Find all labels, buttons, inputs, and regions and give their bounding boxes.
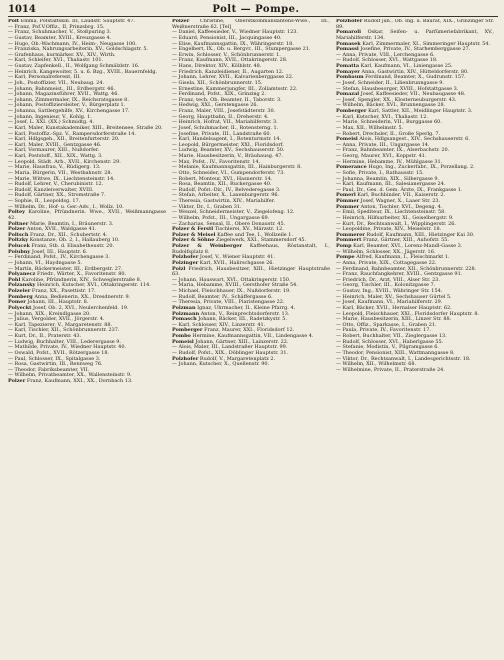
entry-surname: Polzl (172, 265, 186, 272)
entry-details: — Wilhelm, Schlosser, XX., Jägerstr. 16. (336, 248, 436, 255)
entry-details: — Franz, Maler, VIII., Josefstädterstr. 30. (172, 108, 276, 114)
entry-details: — Viktor, Dr., Rechtsanwalt, I., Landesgerichtsstr. 18. (336, 355, 471, 362)
entry-details: — Marie, Schneiderin, VII., Burggasse 60. (336, 119, 442, 126)
entry-surname: Polzer (8, 378, 26, 384)
entry-details: — Maria, Hebamme, XVIII., Gersthofer Straße 54. (172, 282, 298, 289)
entry-details: — Rudolf, Schlosser, XVI., Haberlgasse 55. (336, 338, 444, 345)
entry-details: — Paul, Dr., Ges. d. Gem. Ärzte, IX., Frankgasse 1. (336, 186, 463, 193)
entry-details: — Hans, Direktor, XIV., Kölblstr. 48. (172, 63, 262, 69)
entry-details: — Rudolf, Beamter, IV., Schäffergasse 6. (172, 293, 273, 300)
entry-details: — Johann, Lehrer, XVII., Kalvarienberggasse 22. (172, 74, 294, 81)
entry-details: Kaffeehaus, Röstanstalt, I., Rudolfsplatz 8. (172, 243, 330, 255)
entry-details: — Georg, Hauptbahn, II., Dreherstr. 4. (172, 113, 269, 120)
entry-surname: Polzinger (172, 259, 199, 266)
entry-details: Friedr., Wärter, X., Favoritenstr. 80. (36, 271, 127, 278)
entry-details: — Franz, Rauchfangkehrer, XVIII., Gentzgasse 91. (336, 271, 463, 278)
entry-details: — Wilhelm, Dr., Hof- u. Ger.-Adv., I., Wollz. 10. (8, 203, 124, 210)
entry-details: — Josefine, Private, III., Landstraße 60. (172, 130, 272, 137)
entry-details: — Josef, Spengler, XX., Klosterneuburgerstr. 43. (336, 96, 457, 103)
entry-details: — Otto, Offiz., Sparkasse, I., Graben 21. (336, 321, 437, 328)
entry-details: — Johanna, Beamtin, XIX., Silbergasse 9. (336, 175, 440, 182)
entry-details: Johann, Bäcker, III., Radetzkystr. 5. (198, 316, 288, 323)
entry-details: — Max, XII., Wilhelmstr. 5. (336, 124, 404, 131)
entry-details: — Stefan, Hausbesorger, XVIII., Hofstattgasse 3. (336, 85, 459, 92)
entry-surname: Pömmer (336, 198, 360, 204)
entry-details: Ignaz, Uhrmacher, II., Kleine Pfarrg. 4. (197, 304, 296, 311)
entry-details: Johann, III., Hauptstr. 8. (27, 299, 89, 306)
entry-details: — Karl, Maler, Kunstakademiker, XIII., Breitensee, Straße 20. (8, 124, 163, 131)
entry-surname: Poltey (8, 209, 26, 216)
entry-details: — Theodor, Fabriksbeamter, VII. (8, 366, 90, 373)
entry-details: — Johann, XIX., Kreindlgasse 20. (8, 310, 91, 317)
entry-details: Karl, Kaufmann, VI., Liniengasse 25. (360, 63, 453, 69)
entry-details: Alois, Hdlgsangest., XIV., Sechshauserstr. 6. (359, 136, 470, 143)
entry-details: — Emil, Spediteur, IX., Liechtensteinstr. 58. (336, 209, 446, 216)
entry-details: — Heinrich, Kangewoiter, 5. u. 6. Bzg., XVIII., Bauernfeldg. (8, 68, 158, 75)
entry-details: Franz, Stb. d. Elisabetheustr. 20. (31, 243, 115, 249)
page-header (8, 4, 498, 17)
entry-details: Kaffee und Tee, I., Wollzeile 1. (217, 231, 294, 238)
entry-details: — Eduard, Pensionist, III., Jacquingasse 40. (172, 34, 282, 41)
entry-details: — Wenzel, Schneidermeister, V., Ziegelofeng. 12. (172, 209, 295, 216)
entry-details: Josef, Kaffeesieder, VII., Neubaugasse 48. (360, 91, 466, 98)
entry-details: — Rosa, Beamtin, XII., Ruckergasse 40. (172, 181, 272, 188)
entry-details: — Heinrich, Maler, XV., Sechshauser Gürtel 5. (336, 293, 452, 300)
entry-details: — Ludwig, Buchhalter, VIII., Lederergasse 9. (8, 338, 121, 345)
entry-details: — Franz, Schuhmacher, V., Stoßpuring 3. (8, 29, 112, 36)
entry-surname: Polzer (172, 19, 190, 24)
entry-details: Josef, V., Wiener Hauptstr. 41. (199, 254, 275, 261)
entry-details: Ferdinand, Beamter, X., Gudrunstr. 157. (365, 74, 466, 81)
entry-details: Anton, Tischler, XVI., Degeng. 4. (360, 203, 443, 210)
entry-details: — Stefan, Arbeiter, X., Laxenburgerstr. 96. (172, 192, 280, 199)
entry-surname: Polzer & Weinberger (172, 243, 242, 249)
entry-details: Alfred, Kaufmann, I., Fleischmarkt 1. (356, 254, 450, 261)
entry-surname: Pomeisl (336, 136, 358, 143)
entry-details: — Karl, Bäcker, XVII., Hernalser Hauptstr. 62. (336, 304, 452, 311)
entry-surname: Pomassl (336, 46, 359, 53)
entry-surname: Polzer & Meisel (172, 231, 216, 238)
entry-details: — Johann, Hauswart, XVI., Ottakringerstr. 150. (172, 276, 291, 283)
directory-column-3 (336, 19, 494, 385)
entry-details: — Leopold, Fleischhauer, XXI., Floridsdorfer Hauptstr. 8. (336, 310, 480, 317)
entry-details: Karl, XVII., Halirschgasse 26. (199, 259, 274, 266)
entry-details: — Anna, Private, III., Ungargasse 14. (336, 141, 430, 148)
entry-details: Josefine, Private, IV., Starhemberggasse 27. (360, 46, 471, 53)
entry-details: — Ferdinand, Pofst., XIX., Grinzing 2. (172, 91, 266, 98)
entry-details: — Julius, Vergolder, XVII., Jörgerstr. 4. (8, 316, 105, 323)
entry-details: — Karl, Vormaurer, XIII., Nußdorfer. (8, 147, 100, 154)
entry-surname: Polubny (8, 248, 31, 255)
entry-details: — Johann, Postoffiziersleiter, V., Bürgerplatz 1. (8, 102, 126, 109)
entry-details: — Karl, Schleifer, XVI., Thaliastr. 101. (8, 57, 104, 64)
entry-surname: Poltsch (8, 231, 29, 238)
entry-details: — Karl, Handelsagent, I., Rotenturmstr. 14. (172, 136, 282, 143)
directory-columns (8, 19, 498, 385)
entry-details: Anna, Bedienerin, XX., Dresdnerstr. 9. (34, 293, 131, 300)
entry-surname: Polzhofer (172, 355, 199, 362)
entry-details: Johann, Gärtner, XIII., Lainzerstr. 22. (195, 338, 289, 345)
entry-details: — Daniel, Kaffeesieder, V., Wiedner Hauptstr. 123. (172, 29, 299, 36)
entry-surname: Pomerl (336, 192, 356, 199)
entry-details: — Viktor, Dr., I., Graben 31. (172, 203, 242, 210)
entry-details: — Paul, Schlosser, IX., Spitalgasse 3. (8, 355, 101, 362)
entry-surname: Polzansky (8, 282, 36, 289)
entry-surname: Polzer & Ferstl (172, 226, 214, 233)
entry-surname: Polt (8, 19, 20, 24)
entry-details: — Robert, Drechsler, II., Große Sperlg. 7. (336, 130, 441, 137)
entry-surname: Polzman (172, 304, 196, 311)
entry-details: — Josef, Schneider, II., Lilienbrunngasse 9. (336, 79, 444, 86)
entry-details: — Theodor, Pensionist, XIII., Wattmanngasse 8. (336, 349, 455, 356)
entry-details: — Mathilde, Private, IV., Wiedner Hauptstr. 40. (8, 344, 127, 351)
entry-details: — Friedrich, Dr., Arzt, VIII., Alser Str. 23. (336, 276, 440, 283)
entry-surname: Polzhofer (172, 254, 199, 261)
entry-details: Tischlerei, XV., Märzstr. 12. (214, 226, 284, 233)
entry-details: — Johann, Ingenieur, V., Kohlg. 1. (8, 113, 92, 120)
entry-surname: Pomayer (336, 68, 360, 75)
entry-details: — Gustav, Ing., XVIII., Währinger Str. 154. (336, 288, 443, 294)
entry-details: — Leopoldine, Private, XIV., Meiselstr. 18. (336, 226, 442, 233)
entry-details: — Stefanie, Modistin, V., Pilgramgasse 6. (336, 344, 439, 351)
entry-details: — Franz, tech. Ob. Beamter, II., Taborstr. 3. (172, 96, 282, 103)
entry-surname: Pomp (336, 243, 352, 249)
entry-details: — Karl, Poststoff., XII., XIX., Wattg. 3. (8, 153, 103, 159)
entry-surname: Pommerer (336, 231, 365, 238)
entry-surname: Pohl (8, 276, 21, 283)
entry-details: — Rosa, Gastwirtin, III., Rennweg 76. (8, 361, 103, 368)
entry-details: — Johann, Zimmermaler, IX., Reichsratsgasse 8. (8, 96, 129, 103)
entry-details: — Karl, Kutscher, XVI., Thaliastr. 12. (336, 113, 428, 120)
entry-details: Christine, Oberstkommandantens-Wwe., III., Weißnerstraße 62. [Tel] (172, 19, 330, 30)
entry-details: — Josef, L. XXI. (XX.) Schmidtg. 4. (8, 119, 95, 126)
entry-details: Franz, Gärtner, XIII., Auhofstr. 55. (362, 237, 450, 244)
entry-surname: Pomer (8, 299, 26, 306)
entry-details: Emma, Pofstaffskin. III, Laudstr. Sauptstr. 47. (20, 19, 135, 24)
entry-details: Oskar, Seifen- u. Parfümeriefabrikant, XV., Mariahilferstr. 134. (336, 29, 494, 41)
entry-details: — Hedwig, XXI., Gerstengasse 26. (172, 102, 259, 109)
entry-details: — Anna, Private, XIX., Cottagegasse 22. (336, 259, 437, 266)
entry-details: — Ludwig, Beamter, XV., Sechshauserstr. 50. (172, 147, 285, 154)
entry-details: — Wilhelm, XII., Wilhelmstr. 68. (336, 361, 417, 368)
entry-details: — Theresia, Private, VIII., Piaristengasse 22. (172, 299, 285, 306)
entry-details: — Hugo, Ob.-Wachmann, IV., Heim-, Neugasse 100. (8, 40, 137, 47)
entry-details: — Georg, Tischler, III., Kolonitzgasse 7. (336, 282, 436, 289)
entry-details: — Paula, Private, IV., Favoritenstr. 17. (336, 327, 431, 334)
entry-details: — Franz, Bahnbeamter, IX., Alserbachstr. 20. (336, 147, 450, 154)
entry-details: — Kurt, Dr., II., Praterstr. 43. (8, 333, 82, 339)
entry-details: — Ferdinand, Bahnbeamter, XII., Schönbrunnerstr. 228. (336, 265, 477, 272)
page-number: 1014 (8, 4, 36, 15)
entry-details: — Karl, Kaufmann, III., Salesianergasse 24. (336, 181, 446, 188)
entry-surname: Pombaum (336, 74, 364, 81)
entry-details: — Karl, Hdlgsgeh., XII., Breitenfurterstr. 20. (8, 136, 120, 143)
entry-details: Konstanze, Ob. 2, I., Hallauberg 10. (29, 237, 120, 244)
entry-details: — Grafenhaus, kurmärker. XV., XIV., Wirth. (8, 51, 116, 58)
entry-details: — Josef, Kaufmann, VI., Mariahilferstr. 29. (336, 299, 443, 306)
entry-details: — Marie, Hausfrau, V., Rüdigerg. 13. (8, 164, 101, 171)
entry-surname: Pomberger (172, 327, 203, 334)
entry-surname: Poltzky (8, 237, 29, 244)
entry-details: — Ernestine, Kammerjungfer, III., Zollamtsstr. 22. (172, 85, 298, 92)
entry-surname: Polzer & Söhne (172, 237, 215, 244)
entry-details: — Anna, Private, VIII., Lerchengasse 6. (336, 51, 435, 58)
running-head: Polt — Pompe. (212, 4, 300, 15)
directory-column-1 (8, 19, 166, 385)
entry-details: — Martin, Bäckermeister, III., Erdbergstr. 27. (8, 265, 123, 272)
entry-details: Karl, Sattler, XII., Meidlinger Hauptstr. 3. (368, 108, 473, 114)
entry-details: — Johanna, Sattlergehilfe, XV., Kirchengasse 17. (8, 108, 130, 114)
entry-surname: Polyeckt (8, 304, 32, 311)
entry-details: — Heinrich, Hofrat, VII., Mariahilferstr. 3. (172, 119, 278, 126)
entry-details: Anton, XVII., Waldgasse 41. (26, 226, 97, 233)
entry-details: — Robert, Buchhalter, VII., Zieglergasse 13. (336, 333, 447, 339)
entry-surname: Poltner (8, 220, 29, 227)
entry-details: Karoline, Pfründnerin. Wwe., XVII., Weißmanngasse 42. (8, 209, 166, 221)
entry-details: — Otto, Schneider, VI., Gumpendorferstr. 73. (172, 169, 285, 176)
entry-surname: Pomatta (336, 63, 360, 69)
entry-details: Hugo, Ing., Zuckerfabr., IX., Porzellang. 2. (368, 164, 475, 171)
entry-details: — Johann, Kutscher, X., Quellenstr. 90. (172, 361, 270, 368)
entry-details: — Zacharias, Sensal, II., Obere Donaustr. 45. (172, 220, 286, 227)
entry-details: — Theresia, Gastwirtin, XIV., Mariahilfer. (172, 198, 276, 204)
entry-surname: Polucek (8, 243, 30, 249)
entry-details: — Sophie, II., Leopoldsg. 17. (8, 198, 81, 204)
entry-surname: Pommer (336, 203, 360, 210)
entry-details: — Leopold, Städt. Arb., XVII., Kirchenstr. 29. (8, 158, 121, 165)
entry-details: — Karl, Tischler, XII., Schönbrunnerstr. 237. (8, 327, 120, 334)
entry-details: — Rudolf, Gärtner, XX., Stromstraße 7. (8, 192, 106, 199)
entry-details: — Hermine, Hebamme, IV., Mühlgasse 31. (336, 158, 443, 165)
entry-details: — Franziska, Nahrungsarbeiterin, XV., Goldschlagstr. 5. (8, 46, 149, 53)
entry-details: Marie, Beamtin, I., Bräunerstr. 3. (29, 220, 114, 227)
entry-details: — Gustav, Beamter, XVIII., Kreuzgasse 4. (8, 34, 112, 41)
entry-details: Rudolf, Kaufmann, XIII., Hietzinger Kai 30. (366, 231, 475, 238)
entry-details: — Alois, Maler, III., Landstraßer Hauptstr. 99. (172, 344, 288, 351)
entry-details: — Maria, Bürgerin, VII., Westbahnstr. 28. (8, 169, 113, 176)
entry-details: — Gustav, Zapfenkell., II., Wolfgang Schmälzlstr. 16. (8, 63, 140, 69)
entry-details: — Rudolf, Pofst.-Dir., IV., Belvederegasse 3. (172, 186, 281, 193)
directory-entry (172, 362, 330, 368)
entry-details: Franz, XX., Pasettistr. 17. (31, 288, 96, 294)
entry-details: — Johann, Magazinsführer, XVII., Wattg. 46. (8, 91, 119, 98)
entry-details: — Rudolf, Kanzleiverwalter, XVIII. (8, 186, 94, 193)
entry-details: Ziegelwerk, XXI., Stammersdorf 45. (215, 237, 307, 244)
entry-details: — Wilhelmine, Private, II., Praterstraße 24. (336, 366, 445, 373)
entry-details: — Joh., Postoffizier, VII., Neubaug. 24. (8, 79, 105, 86)
entry-surname: Pomberger (336, 108, 367, 114)
entry-details: — Wilhelm, Pofst., III., Ungargasse 69. (172, 214, 270, 221)
entry-details: Franz, Dr., XII., Schubertstr. 4. (29, 231, 108, 238)
entry-details: Heinrich, Kutscher, XVI., Ottakringerstr. 114. (37, 282, 151, 289)
entry-details: Karoline, Pfründnerin, XIV., Schweglerstraße 8. (21, 276, 142, 283)
entry-surname: Polzmann (172, 310, 200, 317)
entry-surname: Polzeler (8, 288, 31, 294)
entry-details: — Karl, Personalreferent, III. (8, 74, 81, 81)
directory-entry (8, 379, 166, 385)
entry-details: — Kurt, Dr., Rechtsanwalt, I., Wipplingerstr. 26. (336, 220, 456, 227)
entry-surname: Pomazal (336, 91, 360, 98)
entry-details: Josef, Wagner, X., Laaer Str. 23. (360, 198, 441, 204)
entry-details: — Karl, Postoffiz.-Spz. V., Rampersdorferstraße 14. (8, 130, 136, 137)
entry-details: — Rudolf, Lehrer, V., Cherubinistr. 12. (8, 181, 104, 188)
entry-details: Franz, Kaufmann, XXI., XX., Dornbach 13. (26, 378, 133, 384)
entry-details: Anna, Gastwirtin, XIV., Hütteldorferstr. 80. (361, 68, 469, 75)
entry-surname: Pomeisl (172, 338, 194, 345)
entry-details: — Marie, Hausbesitzerin, V., Bräuhausg. 47. (172, 153, 283, 159)
entry-details: — Melanie, Kaufmannsgattin, III., Hainburgerstr. 8. (172, 164, 302, 171)
entry-details: — Franz, Pof.V.Offiz., II, Prinzsbrg. 15. (8, 23, 105, 30)
entry-surname: Pomasch (172, 316, 197, 323)
entry-details: Anton, V., Reinprechtsdorferstr. 13. (200, 310, 290, 317)
entry-details: — Karl, Schlosser, XIV., Linzerstr. 41. (172, 321, 266, 328)
entry-details: Karl, Buchbinder, VII., Kaiserstr. 2. (357, 192, 446, 199)
entry-details: — Sofie, Private, I., Rathausstr. 15. (336, 169, 424, 176)
entry-details: — Ferdinand, Pofst., IV., Kirchengasse 3. (8, 254, 110, 261)
entry-surname: Polyanecz (8, 271, 36, 278)
entry-details: Rudolf, V., Margaretenplatz 2. (199, 355, 276, 362)
entry-surname: Pomberg (8, 293, 33, 300)
entry-details: — Michael, Fleischhauer, IX., Nußdorferstr. 19. (172, 288, 291, 294)
entry-details: — Wilhelm, Privatbeamter, XX., Wallensteinstr. 9. (8, 372, 132, 379)
entry-details: — Erwin, Schlosser, V., Schönbrunnerstr. 1. (172, 51, 281, 58)
entry-details: — Elise, Kaufmannsgattin, IX., Währingerstr. 18. (172, 40, 294, 47)
entry-details: — Wilhelm, Bäcker, XVI., Brunnengasse 28. (336, 102, 446, 109)
entry-surname: Polzhofer (336, 19, 363, 24)
entry-details: — Friedrich, Kanzleidiener, II., Augarten 12. (172, 68, 284, 75)
entry-details: — Franz, Kaufmann, XVII., Ottakringerstr. 28. (172, 57, 288, 64)
entry-surname: Pomerance (336, 164, 367, 171)
entry-details: — Marie, Hausbesitzerin, XIII., Linzer Str. 88. (336, 316, 452, 323)
entry-details: Franz, Maurer, XXI., Floridsdorf 12. (204, 327, 295, 334)
entry-details: Josef, Ob. 2, XVI., Neulerchenfeld. 19. (33, 304, 129, 311)
entry-details: — Marie, Wittwe, IX., Liechtensteinstr. 14. (8, 175, 115, 182)
entry-details: — Josef, Schuhmacher, II., Rotensterng. 1. (172, 124, 279, 131)
entry-details: — Rudolf, Pofst., XIX., Döblinger Hauptstr. 31. (172, 349, 289, 356)
entry-surname: Pombo (172, 333, 191, 339)
entry-details: — Heinrich, Hilfsarbeiter, XI., Geiselbergstr. 9. (336, 214, 454, 221)
entry-details: Karl, Beamter, XVI., Lorenz-Mandl-Gasse 3. (353, 243, 463, 249)
entry-surname: Pomasek (336, 40, 361, 47)
entry-surname: Polzer (8, 226, 26, 233)
entry-details: — Karl, Maler, XVIII., Gentzgasse 46. (8, 141, 102, 148)
entry-details: — Oswald, Pofst., XVII., Rötzergasse 18. (8, 349, 110, 356)
entry-details: Karl, Zimmermaler, XI., Simmeringer Hauptstr. 54. (362, 40, 491, 47)
entry-details: — Georg, Maurer, XVI., Koppstr. 41. (336, 153, 427, 159)
entry-details: — Karl, Tapezierer, V., Margaretenstr. 88. (8, 321, 113, 328)
directory-entry (336, 368, 494, 374)
entry-details: — Rudolf, Schlosser, XVI., Wattgasse 18. (336, 57, 438, 64)
entry-details: Friedrich, Hausbesitzer, XIII., Hietzinger Hauptstraße 63. (172, 265, 330, 278)
entry-details: — Robert, Monteur, XVI., Hasnerstr. 14. (172, 175, 273, 182)
entry-details: — Gisela, XII., Schönbrunnerstr. 15. (172, 79, 263, 86)
entry-details: Hermine, Kaufmannsgattin, VII., Lindengasse 4. (192, 333, 314, 339)
entry-details: Josef, III., Hauptstr. 6. (31, 248, 88, 255)
entry-details: — Leopold, Bürgermeister, XXI., Floridsdorf. (172, 141, 284, 148)
entry-surname: Pomaroli (336, 29, 361, 36)
entry-details: — Johann, Bahnmeist., III., Erdbergstr. 46. (8, 85, 116, 92)
entry-details: Rudolf jun., Ob. Ing. u. Baurat, XIX., Grinzinger Str. 89. (336, 19, 494, 30)
directory-column-2 (172, 19, 330, 385)
entry-details: — Johann, VI., Haydngasse 5. (8, 259, 83, 266)
entry-details: — Max, Pofst., IV., Favoritenstr. 14. (172, 158, 261, 165)
entry-details: — Engelbert, IX., Ob. u. Bergvr., III., Stumpergasse 21. (172, 46, 311, 53)
entry-surname: Pompe (336, 254, 355, 261)
entry-surname: Pommert (336, 237, 362, 244)
